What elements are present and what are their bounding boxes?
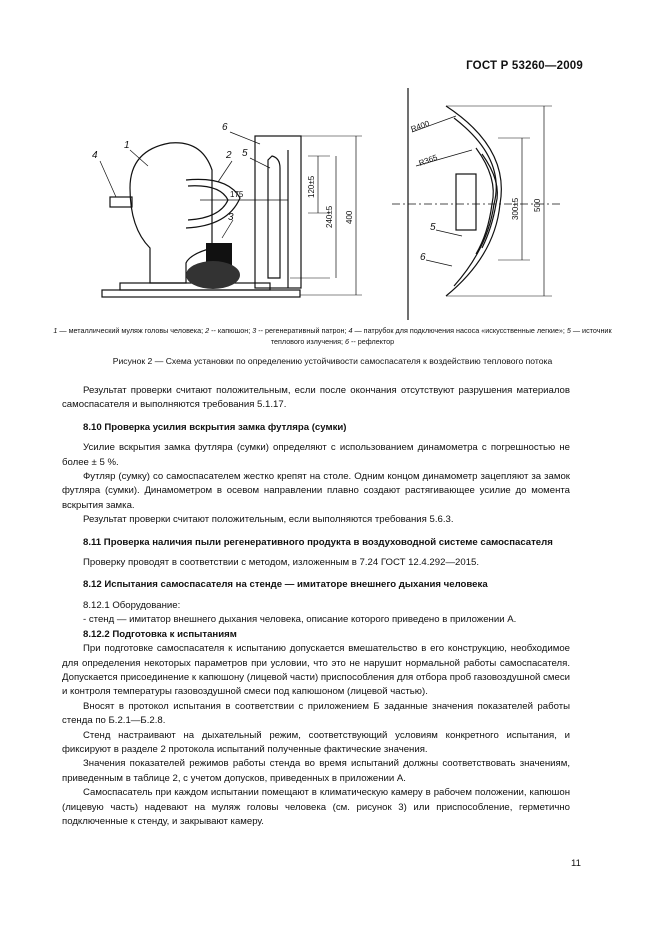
dim-120: 120±5 [307, 175, 316, 198]
legend-num-2: 2 [205, 326, 210, 335]
section-heading-8-10: 8.10 Проверка усилия вскрытия замка футляра (сумки) [83, 421, 347, 433]
paragraph: Самоспасатель при каждом испытании помещают в климатическую камеру в рабочем положении, капюшон (лицевую часть) надевают на муляж головы человека (см. рисунок 3) или приспособление, герметично подключенные к стенду, и закрывают камеру. [62, 787, 570, 827]
paragraph: Проверку проводят в соответствии с методом, изложенным в 7.24 ГОСТ 12.4.292—2015. [83, 557, 480, 569]
paragraph: Стенд настраивают на дыхательный режим, соответствующий условиям конкретного испытания, и фиксируют в разделе 2 протокола испытаний полученные фактические значения. [62, 729, 570, 755]
heat-source [268, 156, 280, 278]
paragraph: Вносят в протокол испытания в соответствии с приложением Б заданные значения показателей работы стенда по Б.2.1—Б.2.8. [62, 700, 570, 727]
document-code: ГОСТ Р 53260—2009 [466, 60, 583, 72]
section-heading-8-12-2: 8.12.2 Подготовка к испытаниям [83, 628, 237, 640]
dim-300: 300±5 [511, 197, 520, 220]
label-6: 6 [222, 122, 228, 133]
section-heading-8-11: 8.11 Проверка наличия пыли регенеративного продукта в воздуховодной системе самоспасателя [83, 536, 553, 548]
legend-num-1: 1 [53, 326, 58, 335]
dim-240: 240±5 [325, 205, 334, 228]
paragraph: Значения показателей режимов работы стенда во время испытаний должны соответствовать значениям, приведенным в таблице 2, с учетом допусков, приведенных в приложении А. [62, 758, 570, 784]
paragraph: Результат проверки считают положительным, если выполняются требования 5.6.3. [83, 514, 454, 526]
legend-text-6: -- рефлектор [349, 337, 395, 346]
label-5-right: 5 [430, 222, 436, 233]
legend-text-2: -- капюшон; [209, 326, 253, 335]
page-number: 11 [571, 858, 581, 869]
figure-title: Рисунок 2 — Схема установки по определению устойчивости самоспасателя к воздействию теплового потока [112, 356, 553, 366]
legend-text-1: — металлический муляж головы человека; [57, 326, 206, 335]
legend-num-4: 4 [348, 326, 353, 335]
base-plate [102, 290, 300, 297]
paragraph: При подготовке самоспасателя к испытанию допускается вмешательство в его конструкцию, необходимое для определения некоторых параметров при условии, что это не нарушит нормальной работы самоспасателя. Допускается присоединение к капюшону (лицевой части) приспособления для отбора проб газовоздушной смеси и контроля температуры газовоздушной смеси под капюшоном (лицевой частью). [62, 643, 570, 698]
tube-4 [110, 197, 132, 207]
paragraph: Усилие вскрытия замка футляра (сумки) определяют с использованием динамометра с погрешностью не более ± 5 %. [62, 442, 570, 468]
paragraph: Футляр (сумку) со самоспасателем жестко крепят на столе. Одним концом динамометр зацепляют за замок футляра (сумки). Динамометром в осевом направлении плавно создают растягивающее усилие до момента вскрытия замка. [62, 471, 570, 511]
reflector-frame [255, 136, 301, 288]
legend-num-5: 5 [566, 326, 571, 335]
label-1: 1 [124, 140, 130, 151]
label-5: 5 [242, 148, 248, 159]
body-text [62, 384, 570, 829]
legend-num-6: 6 [345, 337, 350, 346]
figure-2-diagram [90, 88, 570, 320]
cartridge-body [186, 261, 240, 289]
head-dummy [130, 143, 212, 283]
paragraph: Результат проверки считают положительным, если после окончания отсутствуют разрушения материалов самоспасателя и выполняются требования 5.1.17. [62, 385, 570, 411]
dim-500: 500 [533, 198, 542, 212]
test-setup-schematic [90, 88, 570, 320]
dim-400: 400 [345, 210, 354, 224]
legend-text-4: — патрубок для подключения насоса «искусственные легкие»; [352, 326, 567, 335]
label-4: 4 [92, 150, 98, 161]
radius-400: R400 [409, 118, 431, 134]
list-item: - стенд — имитатор внешнего дыхания человека, описание которого приведено в приложении А. [83, 614, 517, 626]
hood-inner [188, 186, 228, 220]
figure-legend [50, 325, 615, 347]
section-heading-8-12: 8.12 Испытания самоспасателя на стенде — имитаторе внешнего дыхания человека [83, 579, 488, 591]
paragraph: 8.12.1 Оборудование: [83, 599, 181, 611]
legend-num-3: 3 [252, 326, 257, 335]
legend-text-3: -- регенеративный патрон; [256, 326, 349, 335]
radius-365: R365 [417, 152, 439, 168]
label-2: 2 [226, 150, 232, 161]
label-6-right: 6 [420, 252, 426, 263]
legend-text-5: — источник теплового излучения; [270, 326, 612, 346]
label-3: 3 [228, 212, 234, 223]
dim-175: 175 [230, 190, 244, 199]
source-block [456, 174, 476, 230]
